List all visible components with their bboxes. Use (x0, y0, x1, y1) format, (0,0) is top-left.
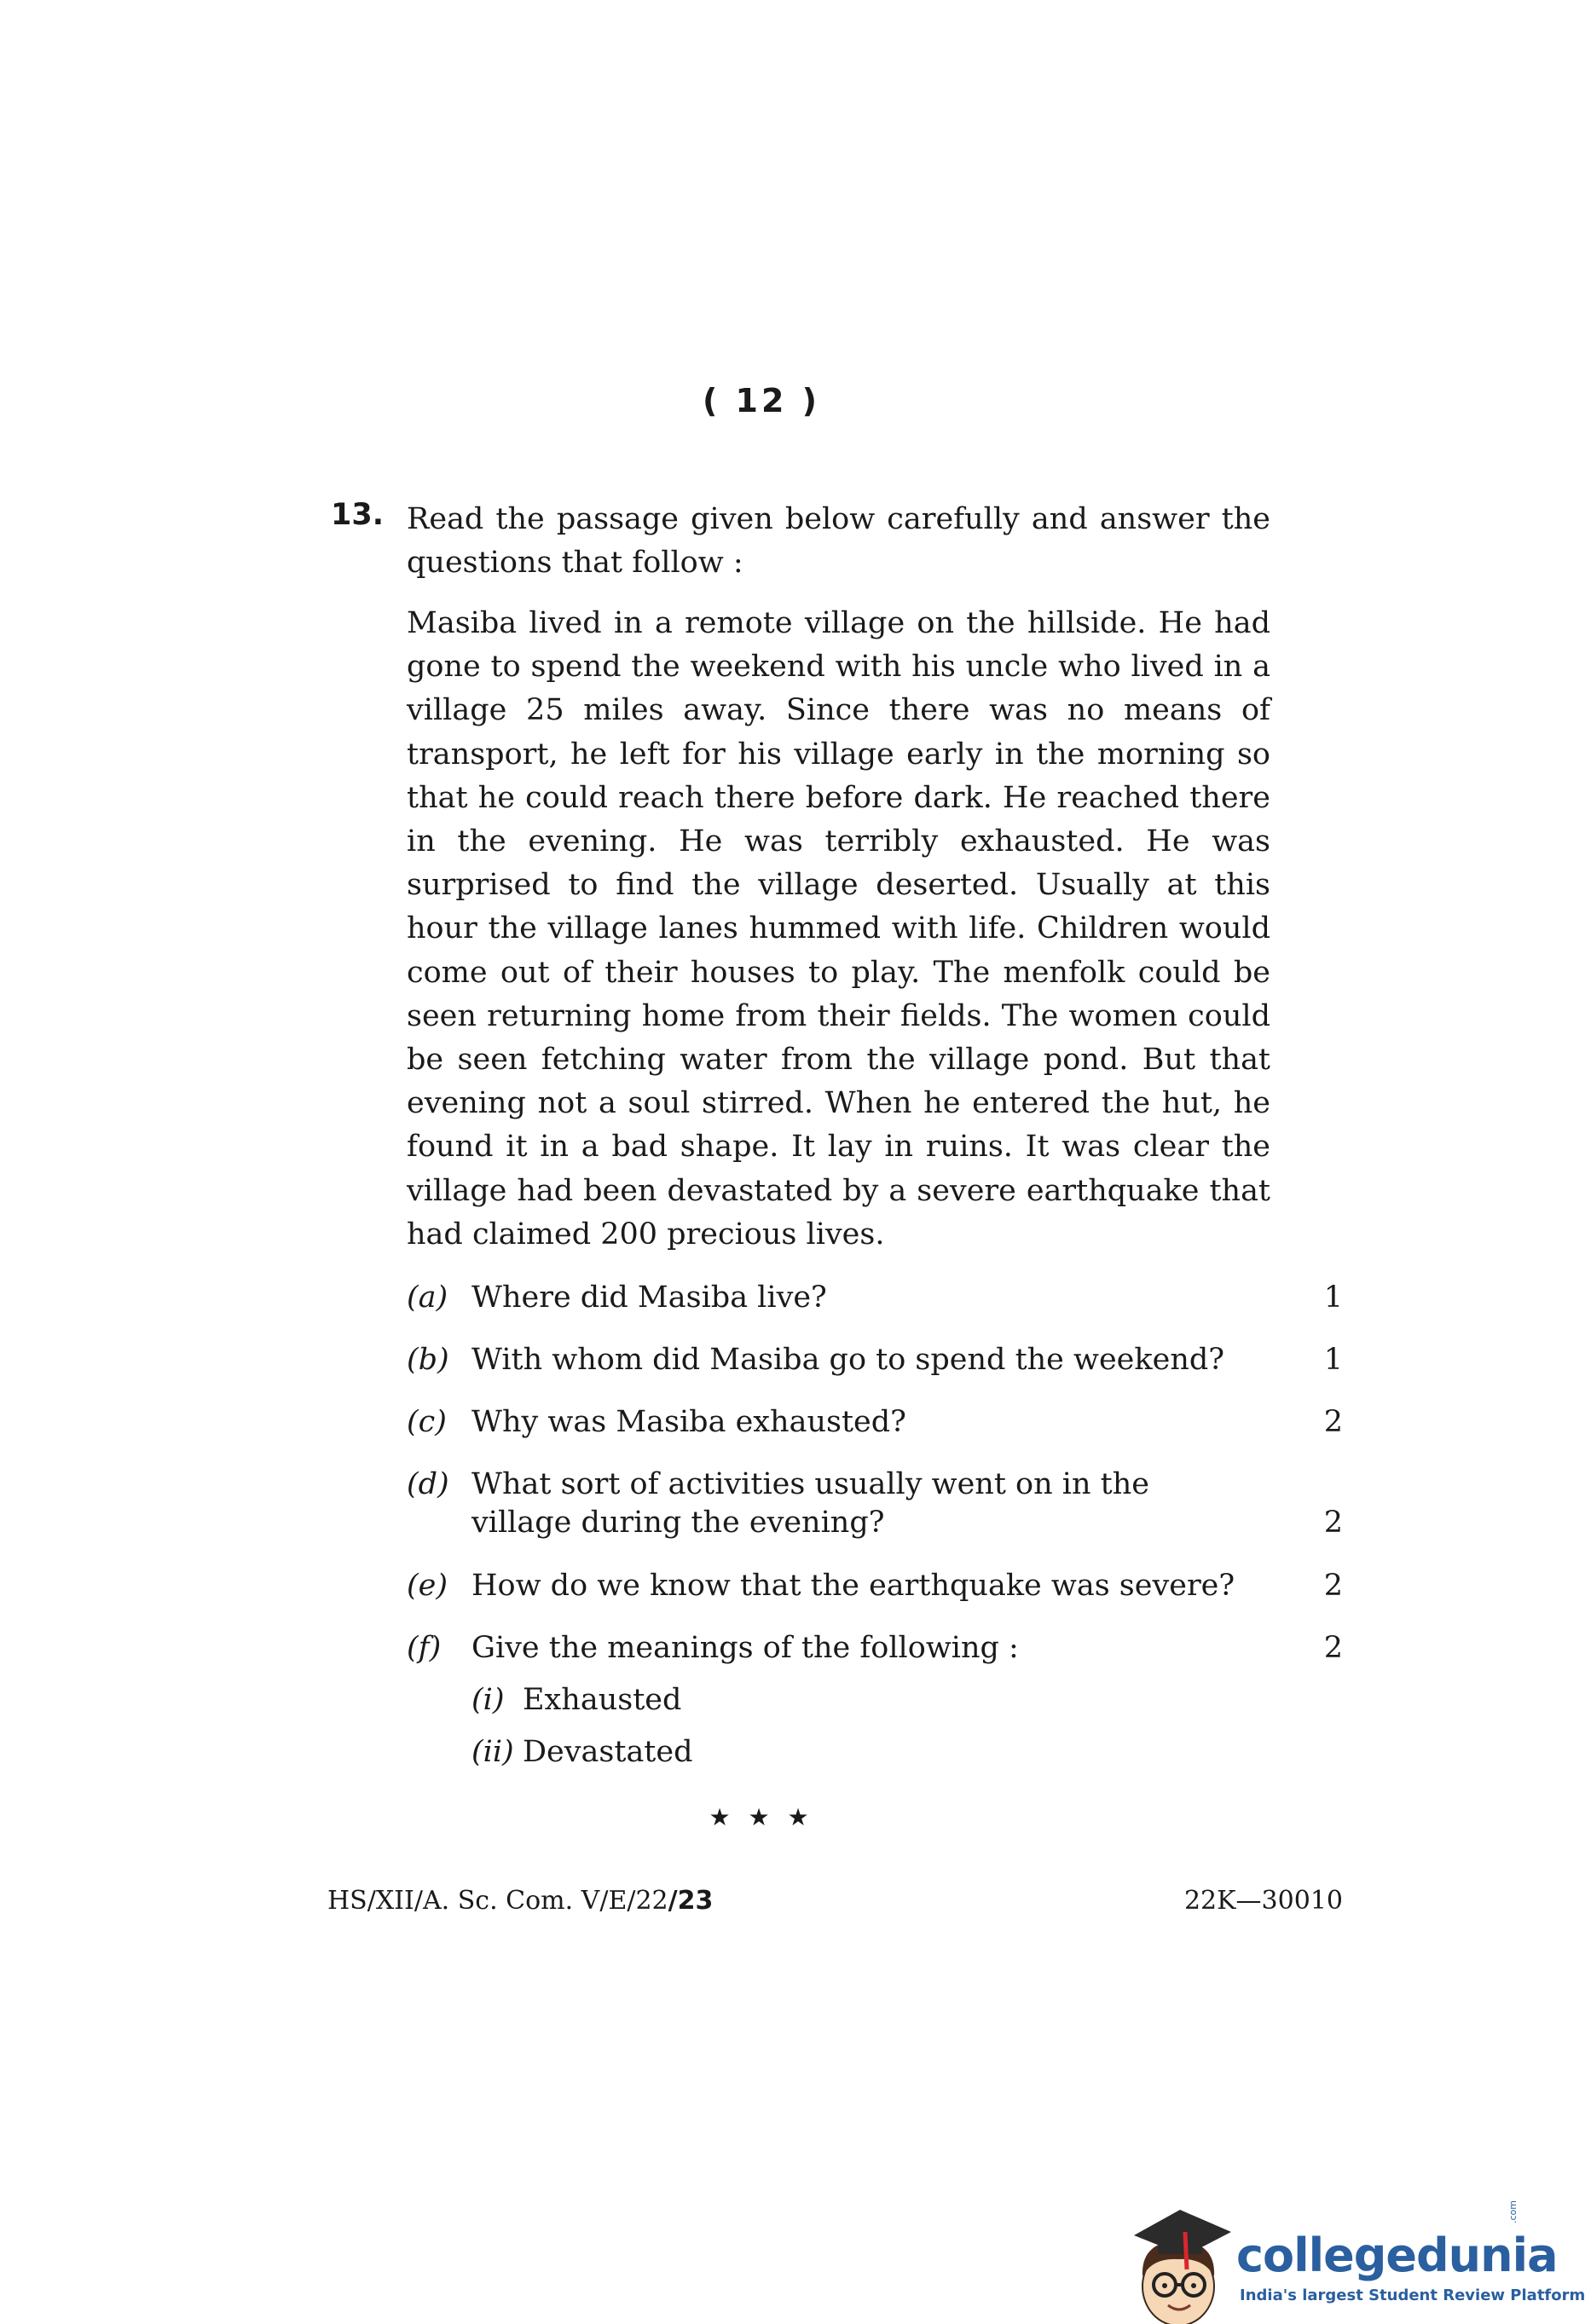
end-separator: ★ ★ ★ (709, 1803, 814, 1831)
marks: 1 (1323, 1343, 1343, 1377)
print-code: 22K—30010 (1183, 1886, 1343, 1916)
question-number: 13. (331, 498, 385, 532)
brand-name: collegedunia (1236, 2229, 1558, 2282)
sub-question-label: (d) (407, 1467, 449, 1501)
meaning-word: Exhausted (523, 1683, 682, 1717)
marks: 2 (1323, 1569, 1343, 1603)
sub-question-text: How do we know that the earthquake was severe? (471, 1569, 1235, 1603)
sub-question-label: (c) (407, 1405, 447, 1439)
paper-code (327, 1886, 713, 1916)
sub-question-label: (e) (407, 1569, 448, 1603)
meaning-word: Devastated (523, 1735, 693, 1769)
collegedunia-watermark (1125, 2191, 1585, 2324)
page-number: ( 12 ) (702, 382, 821, 419)
sub-question-text: Where did Masiba live? (471, 1281, 827, 1315)
question-instructions: Read the passage given below carefully and answer the questions that follow : (407, 502, 1270, 580)
sub-question-label: (b) (407, 1343, 449, 1377)
sub-question-label: (f) (407, 1631, 442, 1665)
marks: 1 (1323, 1281, 1343, 1315)
passage-text: Masiba lived in a remote village on the hillside. He had gone to spend the weekend with his uncle who lived in a village 25 miles away. Since there was no means of transport, he left for his village early in the morning so that he could reach there before dark. He reached there in the evening. He was terribly exhausted. He was surprised to find the village deserted. Usually at this hour the village lanes hummed with life. Children would come out of their houses to play. The menfolk could be seen returning home from their fields. The women could be seen fetching water from the village pond. But that evening not a soul stirred. When he entered the hut, he found it in a bad shape. It lay in ruins. It was clear the village had been devastated by a severe earthquake that had claimed 200 precious lives. (407, 606, 1270, 1252)
sub-question-text: Give the meanings of the following : (471, 1631, 1019, 1665)
sub-question-text: With whom did Masiba go to spend the weekend? (471, 1343, 1225, 1377)
brand-domain: .com (1507, 2200, 1518, 2223)
brand-tagline: India's largest Student Review Platform (1240, 2286, 1585, 2304)
meaning-label: (i) (471, 1683, 505, 1717)
mascot-icon (1125, 2191, 1236, 2324)
sub-question-text: What sort of activities usually went on in the village during the evening? (471, 1467, 1149, 1540)
marks: 2 (1323, 1405, 1343, 1439)
sub-question-label: (a) (407, 1281, 448, 1315)
marks: 2 (1323, 1506, 1343, 1540)
paper-code-suffix: /23 (668, 1886, 714, 1916)
paper-code-prefix: HS/XII/A. Sc. Com. V/E/22 (327, 1886, 668, 1916)
meaning-label: (ii) (471, 1735, 514, 1769)
marks: 2 (1323, 1631, 1343, 1665)
sub-question-text: Why was Masiba exhausted? (471, 1405, 906, 1439)
